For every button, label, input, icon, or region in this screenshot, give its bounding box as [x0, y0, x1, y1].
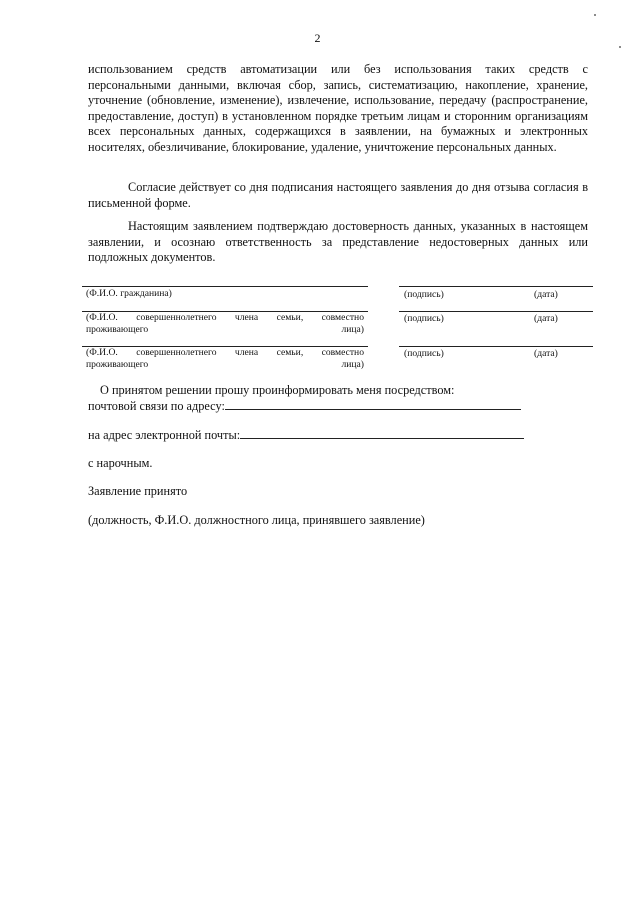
- family-member-2-signature-line: [399, 346, 593, 347]
- application-accepted-label: Заявление принято: [88, 484, 188, 498]
- data-accuracy-paragraph: Настоящим заявлением подтверждаю достоверность данных, указанных в настоящем заявлении, и осознаю ответственность за представление недостоверных данных или подложных документов.: [88, 219, 588, 264]
- postal-address-label: почтовой связи по адресу:: [88, 399, 225, 413]
- citizen-name-line: [82, 286, 368, 287]
- family-member-2-name-caption: (Ф.И.О. совершеннолетнего члена семьи, совместно проживающего лица): [86, 347, 364, 370]
- scan-speck: [619, 46, 621, 48]
- email-field[interactable]: [240, 427, 524, 439]
- accepting-official-caption: (должность, Ф.И.О. должностного лица, принявшего заявление): [88, 513, 425, 527]
- postal-address-row: [88, 398, 521, 414]
- scan-speck: [594, 14, 596, 16]
- page-number: 2: [314, 31, 321, 45]
- consent-validity-paragraph: Согласие действует со дня подписания настоящего заявления до дня отзыва согласия в письменной форме.: [88, 180, 588, 210]
- citizen-signature-line: [399, 286, 593, 287]
- family-member-2-signature-caption: (подпись): [404, 348, 444, 359]
- postal-address-field[interactable]: [225, 398, 521, 410]
- family-member-1-name-caption: (Ф.И.О. совершеннолетнего члена семьи, совместно проживающего лица): [86, 312, 364, 335]
- email-row: [88, 427, 524, 443]
- family-member-1-signature-line: [399, 311, 593, 312]
- family-member-1-signature-caption: (подпись): [404, 313, 444, 324]
- citizen-date-caption: (дата): [534, 289, 558, 300]
- citizen-signature-caption: (подпись): [404, 289, 444, 300]
- citizen-name-caption: (Ф.И.О. гражданина): [86, 288, 172, 299]
- courier-option: с нарочным.: [88, 456, 153, 470]
- email-label: на адрес электронной почты:: [88, 428, 241, 442]
- notification-intro: О принятом решении прошу проинформировать меня посредством:: [100, 383, 455, 397]
- family-member-1-date-caption: (дата): [534, 313, 558, 324]
- family-member-2-date-caption: (дата): [534, 348, 558, 359]
- consent-processing-paragraph: использованием средств автоматизации или без использования таких средств с персональными данными, включая сбор, запись, систематизацию, накопление, хранение, уточнение (обновление, изменение), извлечение, использование, передачу (распространение, предоставление, доступ) в установленном порядке третьим лицам и сторонним организациям всех персональных данных, содержащихся в заявлении, на бумажных и электронных носителях, обезличивание, блокирование, удаление, уничтожение персональных данных.: [88, 62, 588, 154]
